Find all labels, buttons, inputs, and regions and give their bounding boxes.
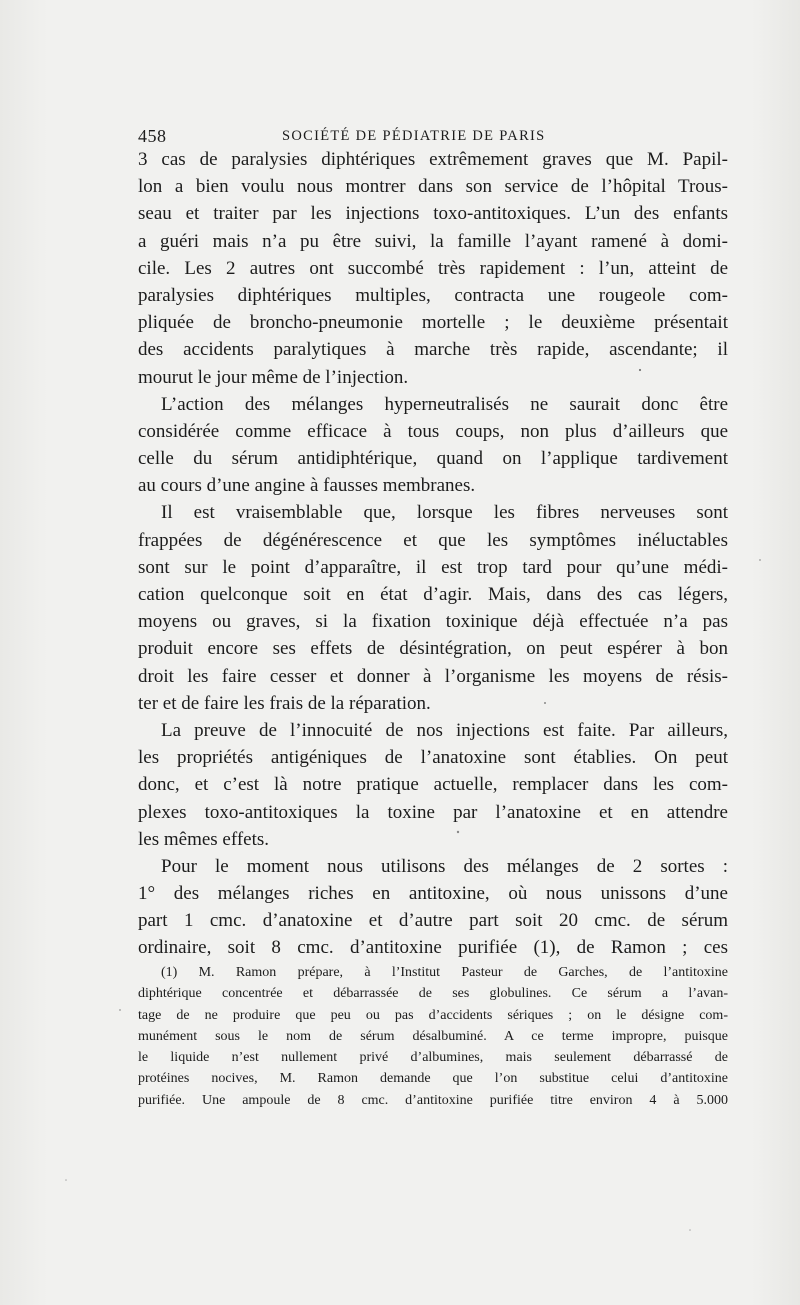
footnotes <box>138 962 728 1111</box>
paper-speck <box>65 1179 67 1181</box>
text-line: considérée comme efficace à tous coups, non plus d’ailleurs que <box>138 420 728 442</box>
text-line: a guéri mais n’a pu être suivi, la famille l’ayant ramené à domi- <box>138 230 728 252</box>
text-line: seau et traiter par les injections toxo-antitoxiques. L’un des enfants <box>138 203 728 225</box>
footnote-line: protéines nocives, M. Ramon demande que l’on substitue celui d’antitoxine <box>138 1071 728 1087</box>
text-line: frappées de dégénérescence et que les symptômes inéluctables <box>138 529 728 551</box>
running-title: SOCIÉTÉ DE PÉDIATRIE DE PARIS <box>282 128 546 144</box>
text-line: donc, et c’est là notre pratique actuelle, remplacer dans les com- <box>138 774 728 796</box>
text-line: celle du sérum antidiphtérique, quand on l’applique tardivement <box>138 448 728 470</box>
text-line: cile. Les 2 autres ont succombé très rapidement : l’un, atteint de <box>138 257 728 279</box>
text-line: cation quelconque soit en état d’agir. Mais, dans des cas légers, <box>138 584 728 605</box>
text-line: plexes toxo-antitoxiques la toxine par l’anatoxine et en attendre <box>138 801 728 823</box>
paper-speck <box>759 559 761 561</box>
text-line: sont sur le point d’apparaître, il est trop tard pour qu’une médi- <box>138 556 728 578</box>
text-line: lon a bien voulu nous montrer dans son service de l’hôpital Trous- <box>138 176 728 198</box>
text-line: produit encore ses effets de désintégration, on peut espérer à bon <box>138 638 728 660</box>
text-line: les mêmes effets. <box>138 828 270 850</box>
body-text <box>138 146 728 962</box>
text-line: moyens ou graves, si la fixation toxinique déjà effectuée n’a pas <box>138 611 728 633</box>
text-line: L’action des mélanges hyperneutralisés ne saurait donc être <box>161 393 728 415</box>
footnote-line: tage de ne produire que peu ou pas d’accidents sériques ; on le désigne com- <box>138 1007 728 1023</box>
text-line: ordinaire, soit 8 cmc. d’antitoxine purifiée (1), de Ramon ; ces <box>138 937 728 959</box>
text-line: des accidents paralytiques à marche très rapide, ascendante; il <box>138 339 728 361</box>
footnote-line: munément sous le nom de sérum désalbuminé. A ce terme impropre, puisque <box>138 1028 728 1044</box>
text-line: pliquée de broncho-pneumonie mortelle ; le deuxième présentait <box>138 312 728 334</box>
text-line: paralysies diphtériques multiples, contracta une rougeole com- <box>138 284 728 306</box>
text-line: les propriétés antigéniques de l’anatoxine sont établies. On peut <box>138 747 728 769</box>
footnote-line: purifiée. Une ampoule de 8 cmc. d’antitoxine purifiée titre environ 4 à 5.000 <box>138 1092 728 1108</box>
page-number: 458 <box>138 126 167 146</box>
text-line: 3 cas de paralysies diphtériques extrêmement graves que M. Papil- <box>138 149 728 170</box>
footnote-line: le liquide n’est nullement privé d’albumines, mais seulement débarrassé de <box>138 1050 728 1066</box>
text-line: au cours d’une angine à fausses membranes. <box>138 475 476 497</box>
footnote-line: (1) M. Ramon prépare, à l’Institut Pasteur de Garches, de l’antitoxine <box>161 965 728 980</box>
text-line: part 1 cmc. d’anatoxine et d’autre part soit 20 cmc. de sérum <box>138 910 728 932</box>
text-line: droit les faire cesser et donner à l’organisme les moyens de résis- <box>138 665 728 687</box>
text-line: ter et de faire les frais de la réparation. <box>138 692 431 714</box>
text-line: La preuve de l’innocuité de nos injections est faite. Par ailleurs, <box>161 719 728 741</box>
text-line: mourut le jour même de l’injection. <box>138 366 409 388</box>
footnote-line: diphtérique concentrée et débarrassée de ses globulines. Ce sérum a l’avan- <box>138 986 728 1002</box>
text-line: Pour le moment nous utilisons des mélanges de 2 sortes : <box>161 855 728 877</box>
paper-speck <box>689 1229 691 1231</box>
paper-speck <box>119 1009 121 1011</box>
text-line: Il est vraisemblable que, lorsque les fibres nerveuses sont <box>161 502 728 524</box>
text-line: 1° des mélanges riches en antitoxine, où nous unissons d’une <box>138 883 728 905</box>
